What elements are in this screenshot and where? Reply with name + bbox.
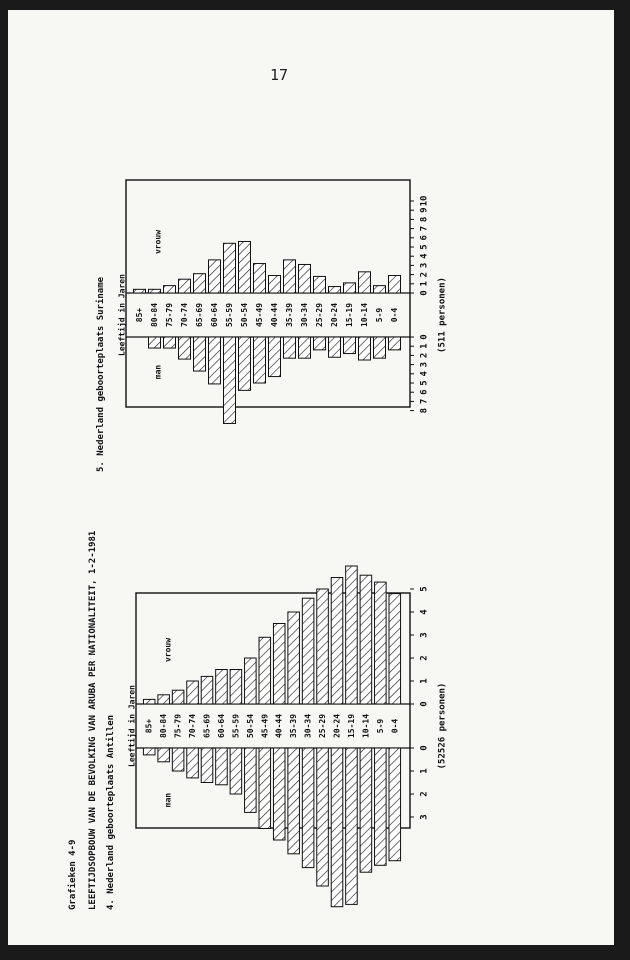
bar-vrouw — [187, 681, 199, 704]
value-tick-label: 6 — [419, 389, 430, 395]
value-tick-label: 1 — [419, 343, 430, 349]
bar-man — [216, 748, 228, 785]
age-axis-label: Leeftijd in Jaren — [117, 274, 127, 356]
value-tick-label: 10 — [419, 195, 430, 207]
series-label-man: man — [153, 364, 163, 380]
age-label: 25-29 — [318, 713, 328, 739]
value-tick-label: 0 — [419, 290, 430, 296]
age-label: 80-84 — [150, 302, 159, 328]
age-label: 75-79 — [173, 713, 183, 739]
section-heading: Grafieken 4-9 — [68, 839, 78, 910]
value-tick-label: 3 — [419, 632, 430, 638]
bar-man — [375, 748, 387, 865]
chart-4-subtitle: 4. Nederland geboorteplaats Antillen — [106, 714, 116, 910]
bar-man — [284, 337, 296, 358]
bar-vrouw — [149, 289, 161, 293]
age-label: 60-64 — [210, 302, 219, 328]
bar-vrouw — [134, 289, 146, 293]
bar-man — [331, 748, 343, 907]
age-label: 50-54 — [240, 302, 249, 328]
age-label: 60-64 — [216, 713, 226, 739]
value-tick-label: 2 — [419, 791, 430, 797]
bar-man — [209, 337, 221, 384]
bar-vrouw — [360, 575, 372, 704]
bar-vrouw — [284, 260, 296, 293]
bar-man — [149, 337, 161, 348]
age-label: 45-49 — [260, 713, 270, 739]
bar-vrouw — [239, 241, 251, 293]
series-label-vrouw: vrouw — [163, 637, 173, 663]
bar-man — [359, 337, 371, 360]
chart-5 — [117, 180, 448, 423]
value-tick-label: 4 — [419, 609, 430, 615]
footnote: (511 personen) — [437, 277, 448, 353]
value-tick-label: 1 — [419, 281, 430, 287]
bar-man — [201, 748, 213, 783]
bar-vrouw — [230, 670, 242, 705]
document-page — [8, 10, 614, 945]
bar-man — [344, 337, 356, 354]
bar-vrouw — [344, 283, 356, 293]
age-label: 65-69 — [195, 302, 204, 328]
bar-vrouw — [259, 637, 271, 704]
age-label: 75-79 — [165, 302, 174, 328]
bar-vrouw — [288, 612, 300, 704]
age-label: 20-24 — [332, 713, 342, 739]
age-label: 0-4 — [390, 307, 399, 323]
age-label: 25-29 — [315, 302, 324, 328]
value-tick-label: 3 — [419, 814, 430, 820]
age-axis-label: Leeftijd in Jaren — [127, 685, 137, 767]
age-label: 55-59 — [225, 302, 234, 328]
value-tick-label: 5 — [419, 244, 430, 250]
bar-man — [288, 748, 300, 854]
series-label-vrouw: vrouw — [153, 229, 163, 255]
value-tick-label: 3 — [419, 262, 430, 269]
value-tick-label: 2 — [419, 352, 430, 359]
value-tick-label: 4 — [419, 371, 430, 377]
bar-man — [346, 748, 358, 904]
value-tick-label: 8 — [419, 407, 430, 414]
bar-vrouw — [224, 243, 236, 293]
value-tick-label: 4 — [419, 253, 430, 259]
value-tick-label: 1 — [419, 678, 430, 684]
age-label: 30-34 — [303, 713, 313, 739]
footnote: (52526 personen) — [437, 682, 448, 770]
value-tick-label: 3 — [419, 361, 430, 368]
figure-title: LEEFTIJDSOPBOUW VAN DE BEVOLKING VAN ARUBA PER NATIONALITEIT, 1-2-1981 — [88, 530, 98, 910]
bar-man — [158, 748, 170, 762]
bar-man — [239, 337, 251, 390]
age-label: 80-84 — [159, 713, 169, 739]
value-tick-label: 0 — [419, 701, 430, 707]
bar-man — [389, 337, 401, 350]
bar-vrouw — [329, 287, 341, 293]
value-tick-label: 5 — [419, 380, 430, 386]
age-label: 10-14 — [360, 302, 369, 328]
bar-man — [187, 748, 199, 778]
bar-vrouw — [143, 699, 155, 704]
bar-man — [194, 337, 206, 371]
age-label: 40-44 — [270, 302, 279, 328]
bar-man — [360, 748, 372, 872]
bar-vrouw — [209, 260, 221, 293]
value-tick-label: 8 — [419, 216, 430, 223]
chart-4 — [127, 566, 448, 907]
value-tick-label: 2 — [419, 271, 430, 278]
series-label-man: man — [163, 792, 173, 808]
age-label: 85+ — [144, 718, 154, 734]
population-pyramids — [8, 10, 614, 945]
age-label: 45-49 — [255, 302, 264, 328]
bar-vrouw — [331, 578, 343, 705]
bar-man — [269, 337, 281, 377]
bar-vrouw — [201, 676, 213, 704]
bar-vrouw — [359, 272, 371, 293]
bar-man — [374, 337, 386, 358]
bar-man — [254, 337, 266, 383]
bar-man — [314, 337, 326, 350]
age-label: 0-4 — [390, 718, 400, 734]
bar-man — [172, 748, 184, 771]
bar-man — [302, 748, 314, 868]
bar-vrouw — [194, 274, 206, 293]
value-tick-label: 7 — [419, 398, 430, 405]
age-label: 10-14 — [361, 713, 371, 739]
bar-vrouw — [245, 658, 257, 704]
chart-5-subtitle: 5. Nederland geboorteplaats Suriname — [96, 276, 106, 472]
age-label: 20-24 — [330, 302, 339, 328]
age-label: 85+ — [135, 307, 144, 323]
bar-vrouw — [389, 594, 401, 704]
value-tick-label: 0 — [419, 745, 430, 751]
bar-man — [329, 337, 341, 357]
value-tick-label: 9 — [419, 207, 430, 213]
age-label: 50-54 — [245, 713, 255, 739]
value-tick-label: 7 — [419, 225, 430, 232]
bar-vrouw — [216, 670, 228, 705]
bar-man — [389, 748, 401, 861]
bar-man — [179, 337, 191, 359]
bar-vrouw — [314, 276, 326, 293]
bar-man — [143, 748, 155, 755]
bar-vrouw — [164, 286, 176, 293]
age-label: 35-39 — [285, 302, 294, 328]
bar-vrouw — [317, 589, 329, 704]
bar-vrouw — [299, 264, 311, 293]
age-label: 70-74 — [180, 302, 189, 328]
value-tick-label: 5 — [419, 586, 430, 592]
bar-man — [245, 748, 257, 812]
page-number: 17 — [270, 66, 289, 84]
age-label: 35-39 — [289, 713, 299, 739]
age-label: 65-69 — [202, 713, 212, 739]
value-tick-label: 1 — [419, 768, 430, 774]
age-label: 55-59 — [231, 713, 241, 739]
bar-vrouw — [273, 624, 285, 705]
bar-vrouw — [346, 566, 358, 704]
age-label: 5-9 — [375, 307, 384, 323]
bar-vrouw — [269, 276, 281, 293]
age-label: 5-9 — [375, 718, 385, 734]
bar-man — [259, 748, 271, 829]
bar-man — [273, 748, 285, 840]
bar-vrouw — [158, 695, 170, 704]
bar-man — [299, 337, 311, 358]
age-label: 70-74 — [188, 713, 198, 739]
bar-man — [317, 748, 329, 886]
bar-man — [230, 748, 242, 794]
bar-man — [224, 337, 236, 423]
age-label: 30-34 — [300, 302, 309, 328]
age-label: 40-44 — [274, 713, 284, 739]
age-label: 15-19 — [346, 713, 356, 739]
value-tick-label: 6 — [419, 235, 430, 241]
bar-vrouw — [302, 598, 314, 704]
bar-vrouw — [389, 276, 401, 293]
bar-vrouw — [374, 286, 386, 293]
bar-vrouw — [172, 690, 184, 704]
value-tick-label: 0 — [419, 334, 430, 340]
bar-vrouw — [375, 582, 387, 704]
bar-man — [164, 337, 176, 348]
age-label: 15-19 — [345, 302, 354, 328]
bar-vrouw — [179, 279, 191, 293]
bar-vrouw — [254, 264, 266, 293]
value-tick-label: 2 — [419, 655, 430, 661]
